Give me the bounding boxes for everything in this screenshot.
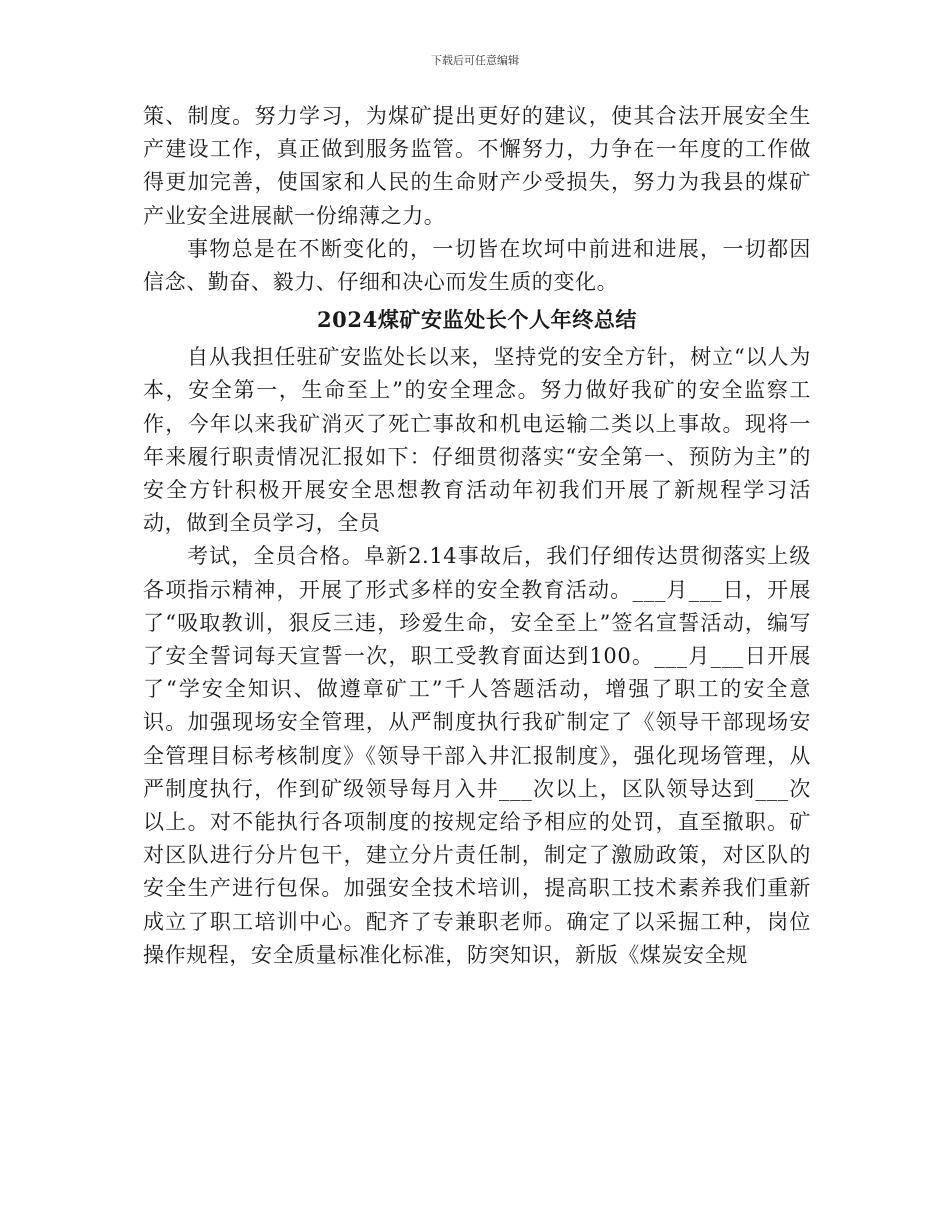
paragraph-details: 考试，全员合格。阜新2.14事故后，我们仔细传达贯彻落实上级各项指示精神，开展了形式多样的安全教育活动。___月___日，开展了“吸取教训，狠反三违，珍爱生命，安全至上”签名宣誓活动，编写了安全誓词每天宣誓一次，职工受教育面达到100。___月___日开展了“学安全知识、做遵章矿工”千人答题活动，增强了职工的安全意识。加强现场安全管理，从严制度执行我矿制定了《领导干部现场安全管理目标考核制度》《领导干部入井汇报制度》，强化现场管理，从严制度执行，作到矿级领导每月入井___次以上，区队领导达到___次以上。对不能执行各项制度的按规定给予相应的处罚，直至撤职。矿对区队进行分片包干，建立分片责任制，制定了激励政策，对区队的安全生产进行包保。加强安全技术培训，提高职工技术素养我们重新成立了职工培训中心。配齐了专兼职老师。确定了以采掘工种，岗位操作规程，安全质量标准化标准，防突知识，新版《煤炭安全规 [143, 544, 811, 967]
paragraph-closing: 事物总是在不断变化的，一切皆在坎坷中前进和进展，一切都因信念、勤奋、毅力、仔细和决心而发生质的变化。 [143, 236, 811, 295]
document-body [143, 100, 811, 972]
section-title: 2024煤矿安监处长个人年终总结 [316, 307, 638, 333]
paragraph-intro: 自从我担任驻矿安监处长以来，坚持党的安全方针，树立“以人为本，安全第一，生命至上”的安全理念。努力做好我矿的安全监察工作，今年以来我矿消灭了死亡事故和机电运输二类以上事故。现将一年来履行职责情况汇报如下：仔细贯彻落实“安全第一、预防为主”的安全方针积极开展安全思想教育活动年初我们开展了新规程学习活动，做到全员学习，全员 [143, 345, 811, 536]
paragraph-continuation: 策、制度。努力学习，为煤矿提出更好的建议，使其合法开展安全生产建设工作，真正做到服务监管。不懈努力，力争在一年度的工作做得更加完善，使国家和人民的生命财产少受损失，努力为我县的煤矿产业安全进展献一份绵薄之力。 [143, 104, 811, 228]
page-header: 下载后可任意编辑 [431, 54, 519, 67]
